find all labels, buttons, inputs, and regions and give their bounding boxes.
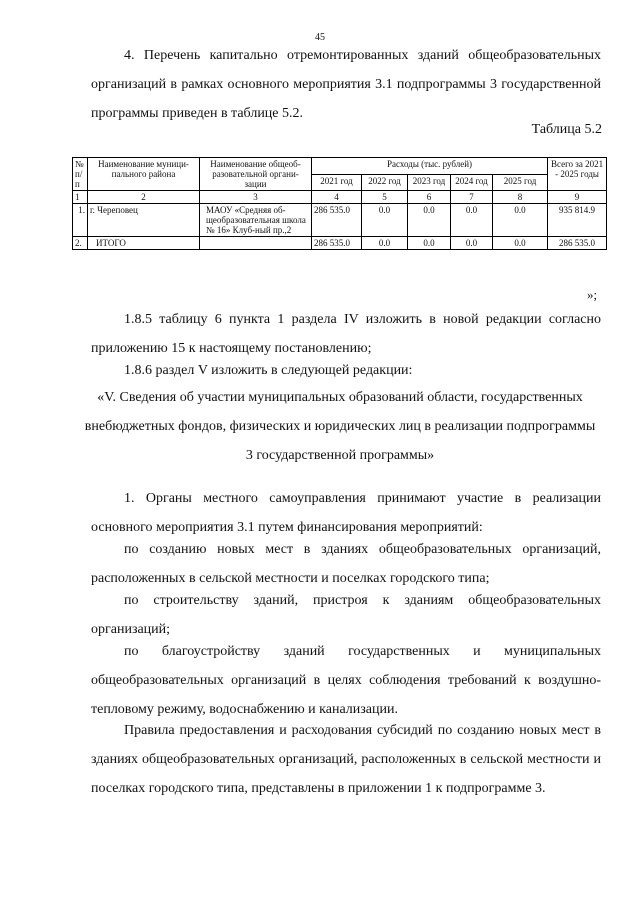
header-org: Наименование общеоб-разовательной органи-зации (200, 158, 312, 191)
paragraph-item-1a: по созданию новых мест в зданиях общеобразовательных организаций, расположенных в сельской местности и поселках городского типа; (91, 542, 601, 586)
row-value: 286 535.0 (312, 237, 362, 250)
col-number: 4 (312, 191, 362, 204)
col-number: 9 (548, 191, 607, 204)
paragraph-item-1: 1. Органы местного самоуправления принимают участие в реализации основного мероприятия 3.1 путем финансирования мероприятий: (91, 491, 601, 535)
section-title: «V. Сведения об участии муниципальных образований области, государственных внебюджетных фондов, физических и юридических лиц в реализации подпрограммы 3 государственной программы» (84, 390, 596, 463)
row-value: 0.0 (451, 237, 493, 250)
col-number: 2 (88, 191, 200, 204)
table-row (73, 204, 607, 237)
header-total: Всего за 2021 - 2025 годы (548, 158, 607, 191)
row-total: 286 535.0 (548, 237, 607, 250)
row-value: 0.0 (362, 237, 408, 250)
row-value: 0.0 (408, 237, 451, 250)
paragraph-1-8-6: 1.8.6 раздел V изложить в следующей редакции: (124, 363, 413, 378)
row-value: 0.0 (451, 204, 493, 237)
paragraph-1-8-5: 1.8.5 таблицу 6 пункта 1 раздела IV изложить в новой редакции согласно приложению 15 к настоящему постановлению; (91, 312, 601, 356)
col-number: 3 (200, 191, 312, 204)
row-num: 1. (73, 204, 88, 237)
header-year: 2023 год (408, 174, 451, 191)
col-number: 8 (493, 191, 548, 204)
table-header-row (73, 158, 607, 175)
buildings-table (72, 157, 607, 250)
row-value: 0.0 (493, 204, 548, 237)
row-value: 0.0 (362, 204, 408, 237)
table-row-total (73, 237, 607, 250)
col-number: 6 (408, 191, 451, 204)
paragraph-item-1b: по строительству зданий, пристроя к зданиям общеобразовательных организаций; (91, 593, 601, 637)
row-org: МАОУ «Средняя об-щеобразовательная школа № 16» Клуб-ный пр.,2 (200, 204, 312, 237)
header-year: 2024 год (451, 174, 493, 191)
page-number: 45 (315, 32, 325, 43)
row-value: 0.0 (493, 237, 548, 250)
header-year: 2021 год (312, 174, 362, 191)
header-expenses: Расходы (тыс. рублей) (312, 158, 548, 175)
table-col-numbers-row (73, 191, 607, 204)
row-district: г. Череповец (88, 204, 200, 237)
col-number: 1 (73, 191, 88, 204)
intro-paragraph: 4. Перечень капитально отремонтированных зданий общеобразовательных организаций в рамках основного мероприятия 3.1 подпрограммы 3 государственной программы приведен в таблице 5.2. (91, 48, 601, 121)
header-year: 2022 год (362, 174, 408, 191)
table-caption: Таблица 5.2 (531, 122, 602, 137)
paragraph-rules: Правила предоставления и расходования субсидий по созданию новых мест в зданиях общеобразовательных организаций, расположенных в сельской местности и поселках городского типа, представлены в приложении 1 к подпрограмме 3. (91, 723, 601, 796)
header-num: № п/п (73, 158, 88, 191)
row-value: 286 535.0 (312, 204, 362, 237)
paragraph-item-1c: по благоустройству зданий государственных и муниципальных общеобразовательных организаций в целях соблюдения требований к воздушно-тепловому режиму, водоснабжению и канализации. (91, 644, 601, 717)
row-org (200, 237, 312, 250)
row-district: ИТОГО (88, 237, 200, 250)
header-district: Наименование муници-пального района (88, 158, 200, 191)
row-value: 0.0 (408, 204, 451, 237)
header-year: 2025 год (493, 174, 548, 191)
col-number: 5 (362, 191, 408, 204)
closing-quote-mark: »; (587, 287, 598, 302)
row-total: 935 814.9 (548, 204, 607, 237)
row-num: 2. (73, 237, 88, 250)
col-number: 7 (451, 191, 493, 204)
